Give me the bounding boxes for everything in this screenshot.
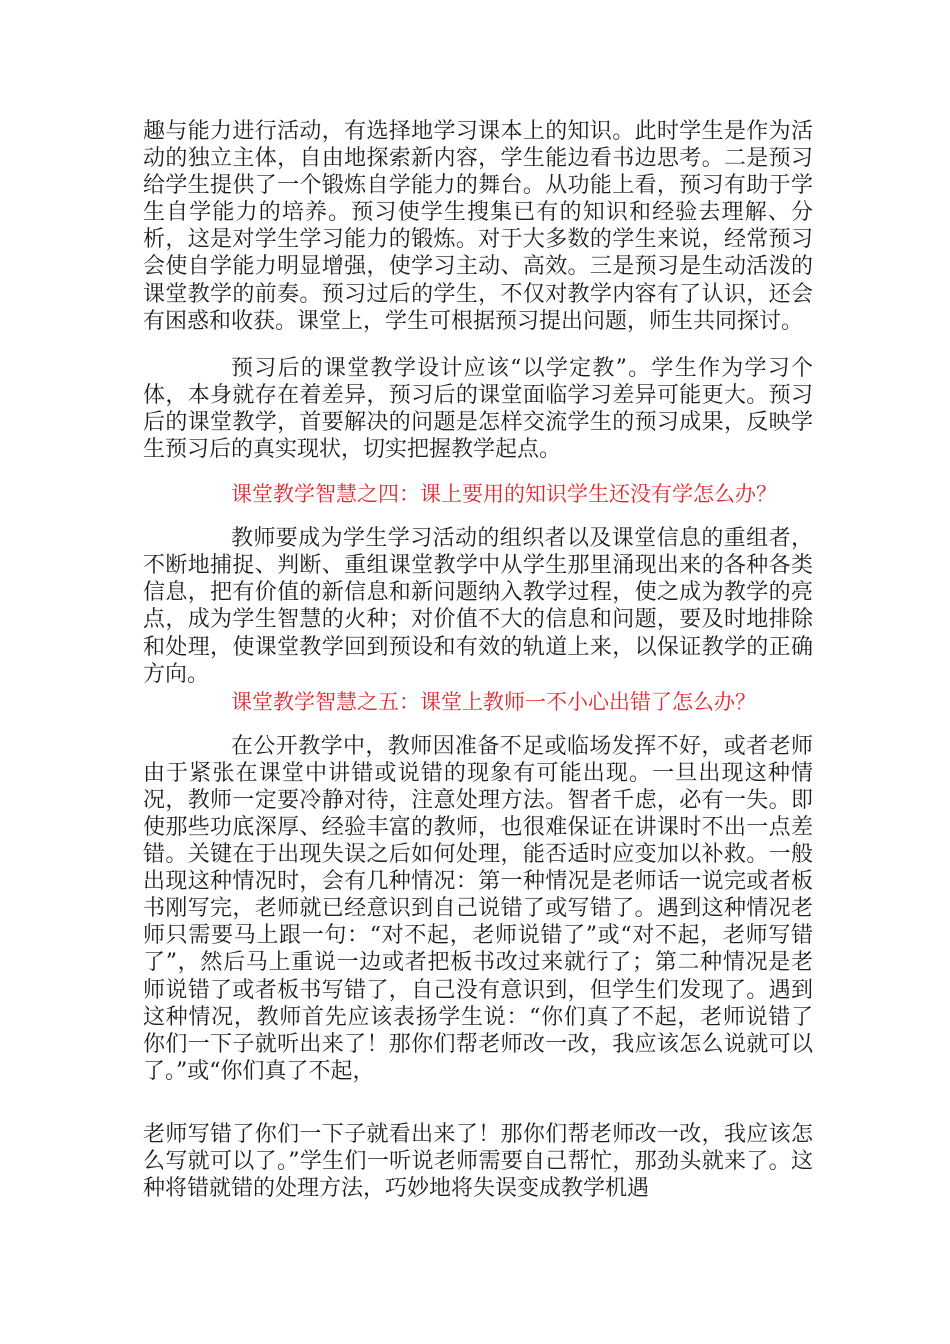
paragraph-mistake-continuation: 老师写错了你们一下子就看出来了！那你们帮老师改一改，我应该怎么写就可以了。”学生们一听说老师需要自己帮忙，那劲头就来了。这种将错就错的处理方法，巧妙地将失误变成教学机遇 xyxy=(143,1121,813,1202)
document-body xyxy=(143,118,813,1202)
section-heading-wisdom-4: 课堂教学智慧之四：课上要用的知识学生还没有学怎么办？ xyxy=(231,482,777,507)
paragraph-teaching-design: 预习后的课堂教学设计应该“以学定教”。学生作为学习个体，本身就存在着差异，预习后的课堂面临学习差异可能更大。预习后的课堂教学，首要解决的问题是怎样交流学生的预习成果，反映学生预习后的真实现状，切实把握教学起点。 xyxy=(143,355,813,463)
section-heading-wisdom-5: 课堂教学智慧之五：课堂上教师一不小心出错了怎么办？ xyxy=(231,689,756,714)
paragraph-preview-benefits: 趣与能力进行活动，有选择地学习课本上的知识。此时学生是作为活动的独立主体，自由地探索新内容，学生能边看书边思考。二是预习给学生提供了一个锻炼自学能力的舞台。从功能上看，预习有助于学生自学能力的培养。预习使学生搜集已有的知识和经验去理解、分析，这是对学生学习能力的锻炼。对于大多数的学生来说，经常预习会使自学能力明显增强，使学习主动、高效。三是预习是生动活泼的课堂教学的前奏。预习过后的学生，不仅对教学内容有了认识，还会有困惑和收获。课堂上，学生可根据预习提出问题，师生共同探讨。 xyxy=(143,119,813,334)
paragraph-information-reorganization: 教师要成为学生学习活动的组织者以及课堂信息的重组者，不断地捕捉、判断、重组课堂教学中从学生那里涌现出来的各种各类信息，把有价值的新信息和新问题纳入教学过程，使之成为教学的亮点，成为学生智慧的火种；对价值不大的信息和问题，要及时地排除和处理，使课堂教学回到预设和有效的轨道上来，以保证教学的正确方向。 xyxy=(143,526,813,687)
paragraph-handling-mistakes: 在公开教学中，教师因准备不足或临场发挥不好，或者老师由于紧张在课堂中讲错或说错的现象有可能出现。一旦出现这种情况，教师一定要冷静对待，注意处理方法。智者千虑，必有一失。即使那些功底深厚、经验丰富的教师，也很难保证在讲课时不出一点差错。关键在于出现失误之后如何处理，能否适时应变加以补救。一般出现这种情况时，会有几种情况：第一种情况是老师话一说完或者板书刚写完，老师就已经意识到自己说错了或写错了。遇到这种情况老师只需要马上跟一句：“对不起，老师说错了”或“对不起，老师写错了”，然后马上重说一边或者把板书改过来就行了；第二种情况是老师说错了或者板书写错了，自己没有意识到，但学生们发现了。遇到这种情况，教师首先应该表扬学生说：“你们真了不起，老师说错了你们一下子就听出来了！那你们帮老师改一改，我应该怎么说就可以了。”或“你们真了不起， xyxy=(143,733,813,1084)
